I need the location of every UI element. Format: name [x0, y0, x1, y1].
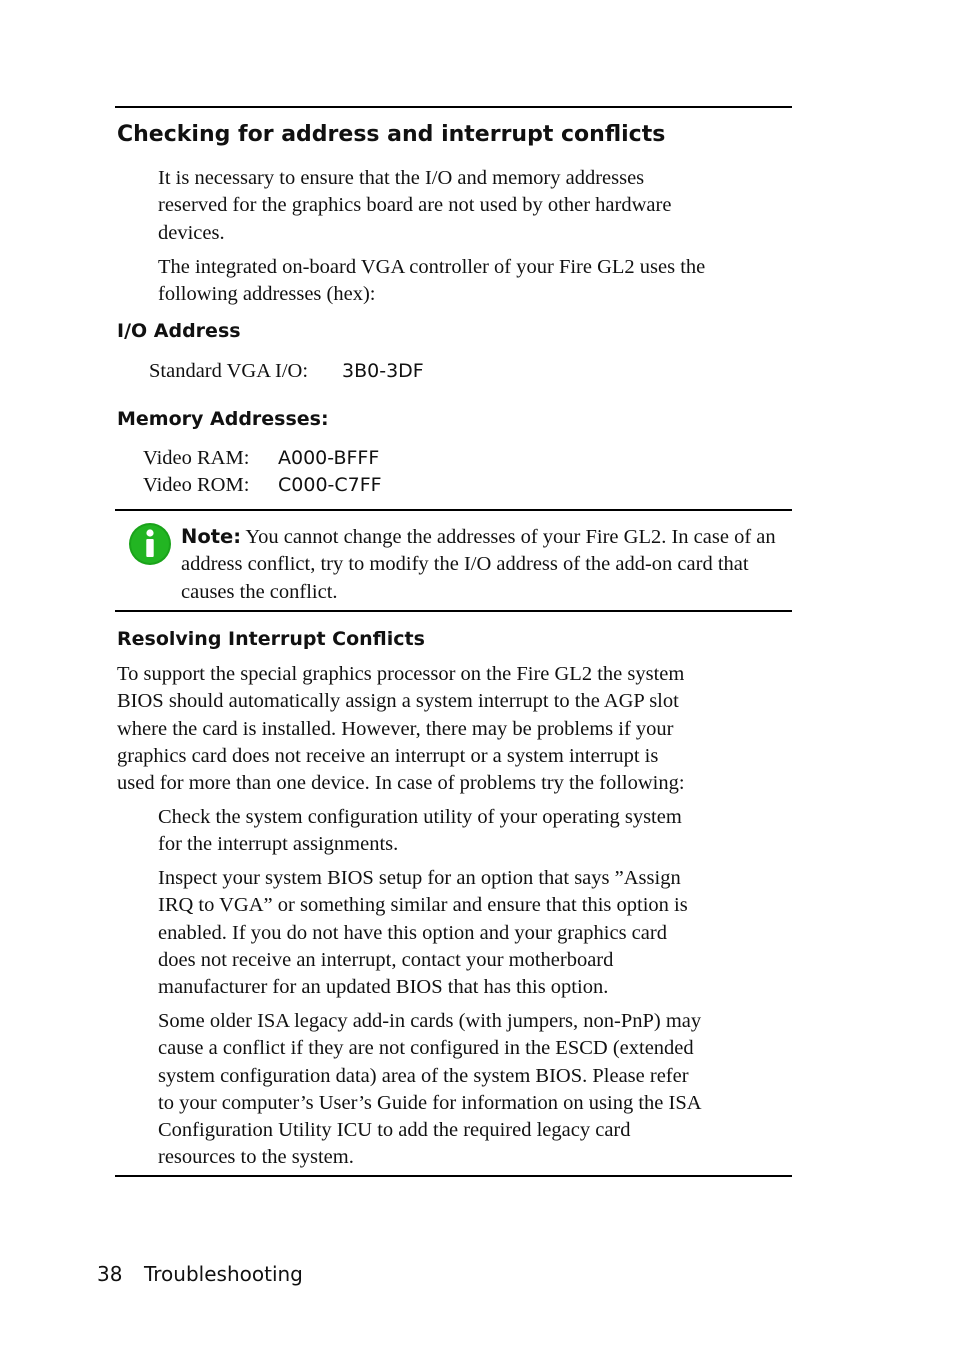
memory-addresses-heading: Memory Addresses:	[117, 408, 329, 430]
top-rule	[115, 106, 792, 108]
step-3: Some older ISA legacy add-in cards (with jumpers, non-PnP) may cause a conflict if they are not configured in the ESCD (extended system configuration data) area of the system BIOS. Please refer to your computer’s User’s Guide for information on using the ISA Configuration Utility ICU to add the required legacy card resources to the system.	[158, 1010, 702, 1169]
interrupts-heading: Resolving Interrupt Conflicts	[117, 628, 425, 650]
video-ram-label: Video RAM:	[143, 447, 250, 469]
note-bottom-rule	[115, 610, 792, 612]
interrupts-body: To support the special graphics processor on the Fire GL2 the system BIOS should automatically assign a system interrupt to the AGP slot where the card is installed. However, there may be problems if your graphics card does not receive an interrupt or a system interrupt is used for more than one device. In case of problems try the following:	[117, 663, 685, 795]
note-callout	[181, 523, 801, 606]
io-address-value: 3B0-3DF	[342, 360, 424, 382]
note-top-rule	[115, 509, 792, 511]
step-2: Inspect your system BIOS setup for an option that says ”Assign IRQ to VGA” or something similar and ensure that this option is enabled. If you do not have this option and your graphics card does not receive an interrupt, contact your motherboard manufacturer for an updated BIOS that has this option.	[158, 867, 688, 999]
video-rom-value: C000-C7FF	[278, 474, 382, 496]
page-number: 38	[97, 1262, 123, 1286]
note-text: You cannot change the addresses of your Fire GL2. In case of an address conflict, try to modify the I/O address of the add-on card that causes the conflict.	[181, 526, 776, 603]
io-address-heading: I/O Address	[117, 320, 241, 342]
info-icon	[128, 522, 172, 566]
io-address-label: Standard VGA I/O:	[149, 360, 309, 382]
section-title: Checking for address and interrupt conflicts	[117, 122, 666, 147]
video-ram-value: A000-BFFF	[278, 447, 380, 469]
note-label: Note:	[181, 525, 242, 548]
intro-paragraph-1: It is necessary to ensure that the I/O and memory addresses reserved for the graphics board are not used by other hardware devices.	[158, 167, 672, 244]
bottom-rule	[115, 1175, 792, 1177]
intro-paragraph-2: The integrated on-board VGA controller of your Fire GL2 uses the following addresses (hex):	[158, 256, 706, 306]
video-rom-label: Video ROM:	[143, 474, 250, 496]
step-1: Check the system configuration utility of your operating system for the interrupt assignments.	[158, 806, 682, 856]
footer-chapter: Troubleshooting	[144, 1262, 303, 1286]
